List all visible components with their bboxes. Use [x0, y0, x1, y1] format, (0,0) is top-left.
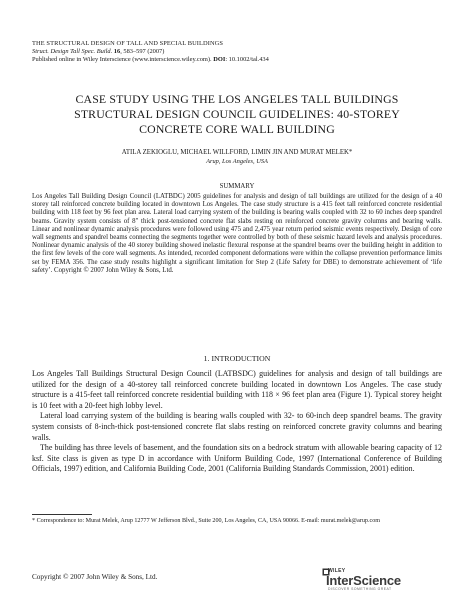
citation-journal: Struct. Design Tall Spec. Build. — [32, 47, 113, 55]
wiley-interscience-logo — [322, 568, 448, 592]
logo-interscience: InterScience — [326, 573, 401, 588]
paper-title — [32, 92, 442, 137]
authors: ATILA ZEKIOGLU, MICHAEL WILLFORD, LIMIN JIN AND MURAT MELEK* — [121, 149, 353, 156]
title-line-3: CONCRETE CORE WALL BUILDING — [139, 122, 335, 136]
correspondence-footnote: * Correspondence to: Murat Melek, Arup 12777 W Jefferson Blvd., Suite 200, Los Angeles, CA, USA 90066. E-mail: murat.melek@arup.com — [32, 518, 380, 524]
affiliation: Arup, Los Angeles, USA — [206, 158, 268, 165]
summary-text: Los Angeles Tall Building Design Council (LATBDC) 2005 guidelines for analysis and design of tall buildings are utilized for the design of a 40 storey tall reinforced concrete building located in downtown Los Angeles. The case study structure is a 415 feet tall reinforced concrete residential building with 118 feet by 96 feet plan area. Lateral load carrying system of the building is bearing walls coupled with 32 to 60 inches deep spandrel beams. Gravity system consists of 8" thick post-tensioned concrete flat slabs resting on reinforced concrete gravity columns and bearing walls. Linear and nonlinear dynamic analysis procedures were followed using 475 and 2,475 year return period seismic events respectively. Design of core wall segments and spandrel beams connecting the segments together were controlled by both of these seismic hazard levels and analysis procedures. Nonlinear dynamic analysis of the 40 storey building showed inelastic flexural response at the spandrel beams over the building height in addition to the first few levels of the core wall segments. As intended, recorded component deformations were within the collapse prevention performance limits set by FEMA 356. The case study results highlight a significant limitation for Step 2 (Life Safety for DBE) to demonstrate achievement of ‘life safety’. Copyright © 2007 John Wiley & Sons, Ltd. — [32, 193, 442, 274]
introduction-body — [32, 369, 442, 475]
journal-name: THE STRUCTURAL DESIGN OF TALL AND SPECIAL BUILDINGS — [32, 40, 224, 47]
citation-line — [32, 48, 442, 56]
published-online: Published online in Wiley Interscience (www.interscience.wiley.com). — [32, 55, 214, 63]
citation-volume: 16 — [113, 47, 121, 55]
copyright-notice: Copyright © 2007 John Wiley & Sons, Ltd. — [32, 573, 158, 581]
intro-paragraph-3: The building has three levels of basement, and the foundation sits on a bedrock stratum with allowable bearing capacity of 12 ksf. Site class is given as type D in accordance with Uniform Building Code, 1997 (International Conference of Building Officials, 1997) edition, and California Building Code, 2001 (California Building Standards Commission, 2001) edition. — [32, 443, 442, 474]
doi-label: DOI — [213, 55, 226, 63]
intro-paragraph-1: Los Angeles Tall Buildings Structural Design Council (LATBSDC) guidelines for analysis and design of tall buildings are utilized for the design of a 40-storey tall reinforced concrete building located in downtown Los Angeles. The case study structure is a 415-feet tall reinforced concrete residential building with 118 × 96 feet plan area (Figure 1). Typical storey height is 10 feet with a 20-feet high lobby level. — [32, 369, 442, 410]
introduction-heading: 1. INTRODUCTION — [203, 354, 271, 363]
summary-heading: SUMMARY — [219, 183, 255, 190]
logo-tagline: DISCOVER SOMETHING GREAT — [328, 587, 392, 591]
journal-header — [32, 40, 442, 63]
citation-pages: , 583–597 (2007) — [120, 47, 165, 55]
doi-value: : 10.1002/tal.434 — [225, 55, 269, 63]
footnote-rule — [32, 514, 92, 515]
title-line-2: STRUCTURAL DESIGN COUNCIL GUIDELINES: 40-STOREY — [74, 107, 400, 121]
logo-wiley: WILEY — [328, 568, 346, 574]
title-line-1: CASE STUDY USING THE LOS ANGELES TALL BUILDINGS — [75, 92, 399, 106]
published-online-line — [32, 56, 442, 64]
intro-paragraph-2: Lateral load carrying system of the building is bearing walls coupled with 32- to 60-inch deep spandrel beams. The gravity system consists of 8-inch-thick post-tensioned concrete flat slabs resting on reinforced concrete gravity columns and bearing walls. — [32, 411, 442, 442]
